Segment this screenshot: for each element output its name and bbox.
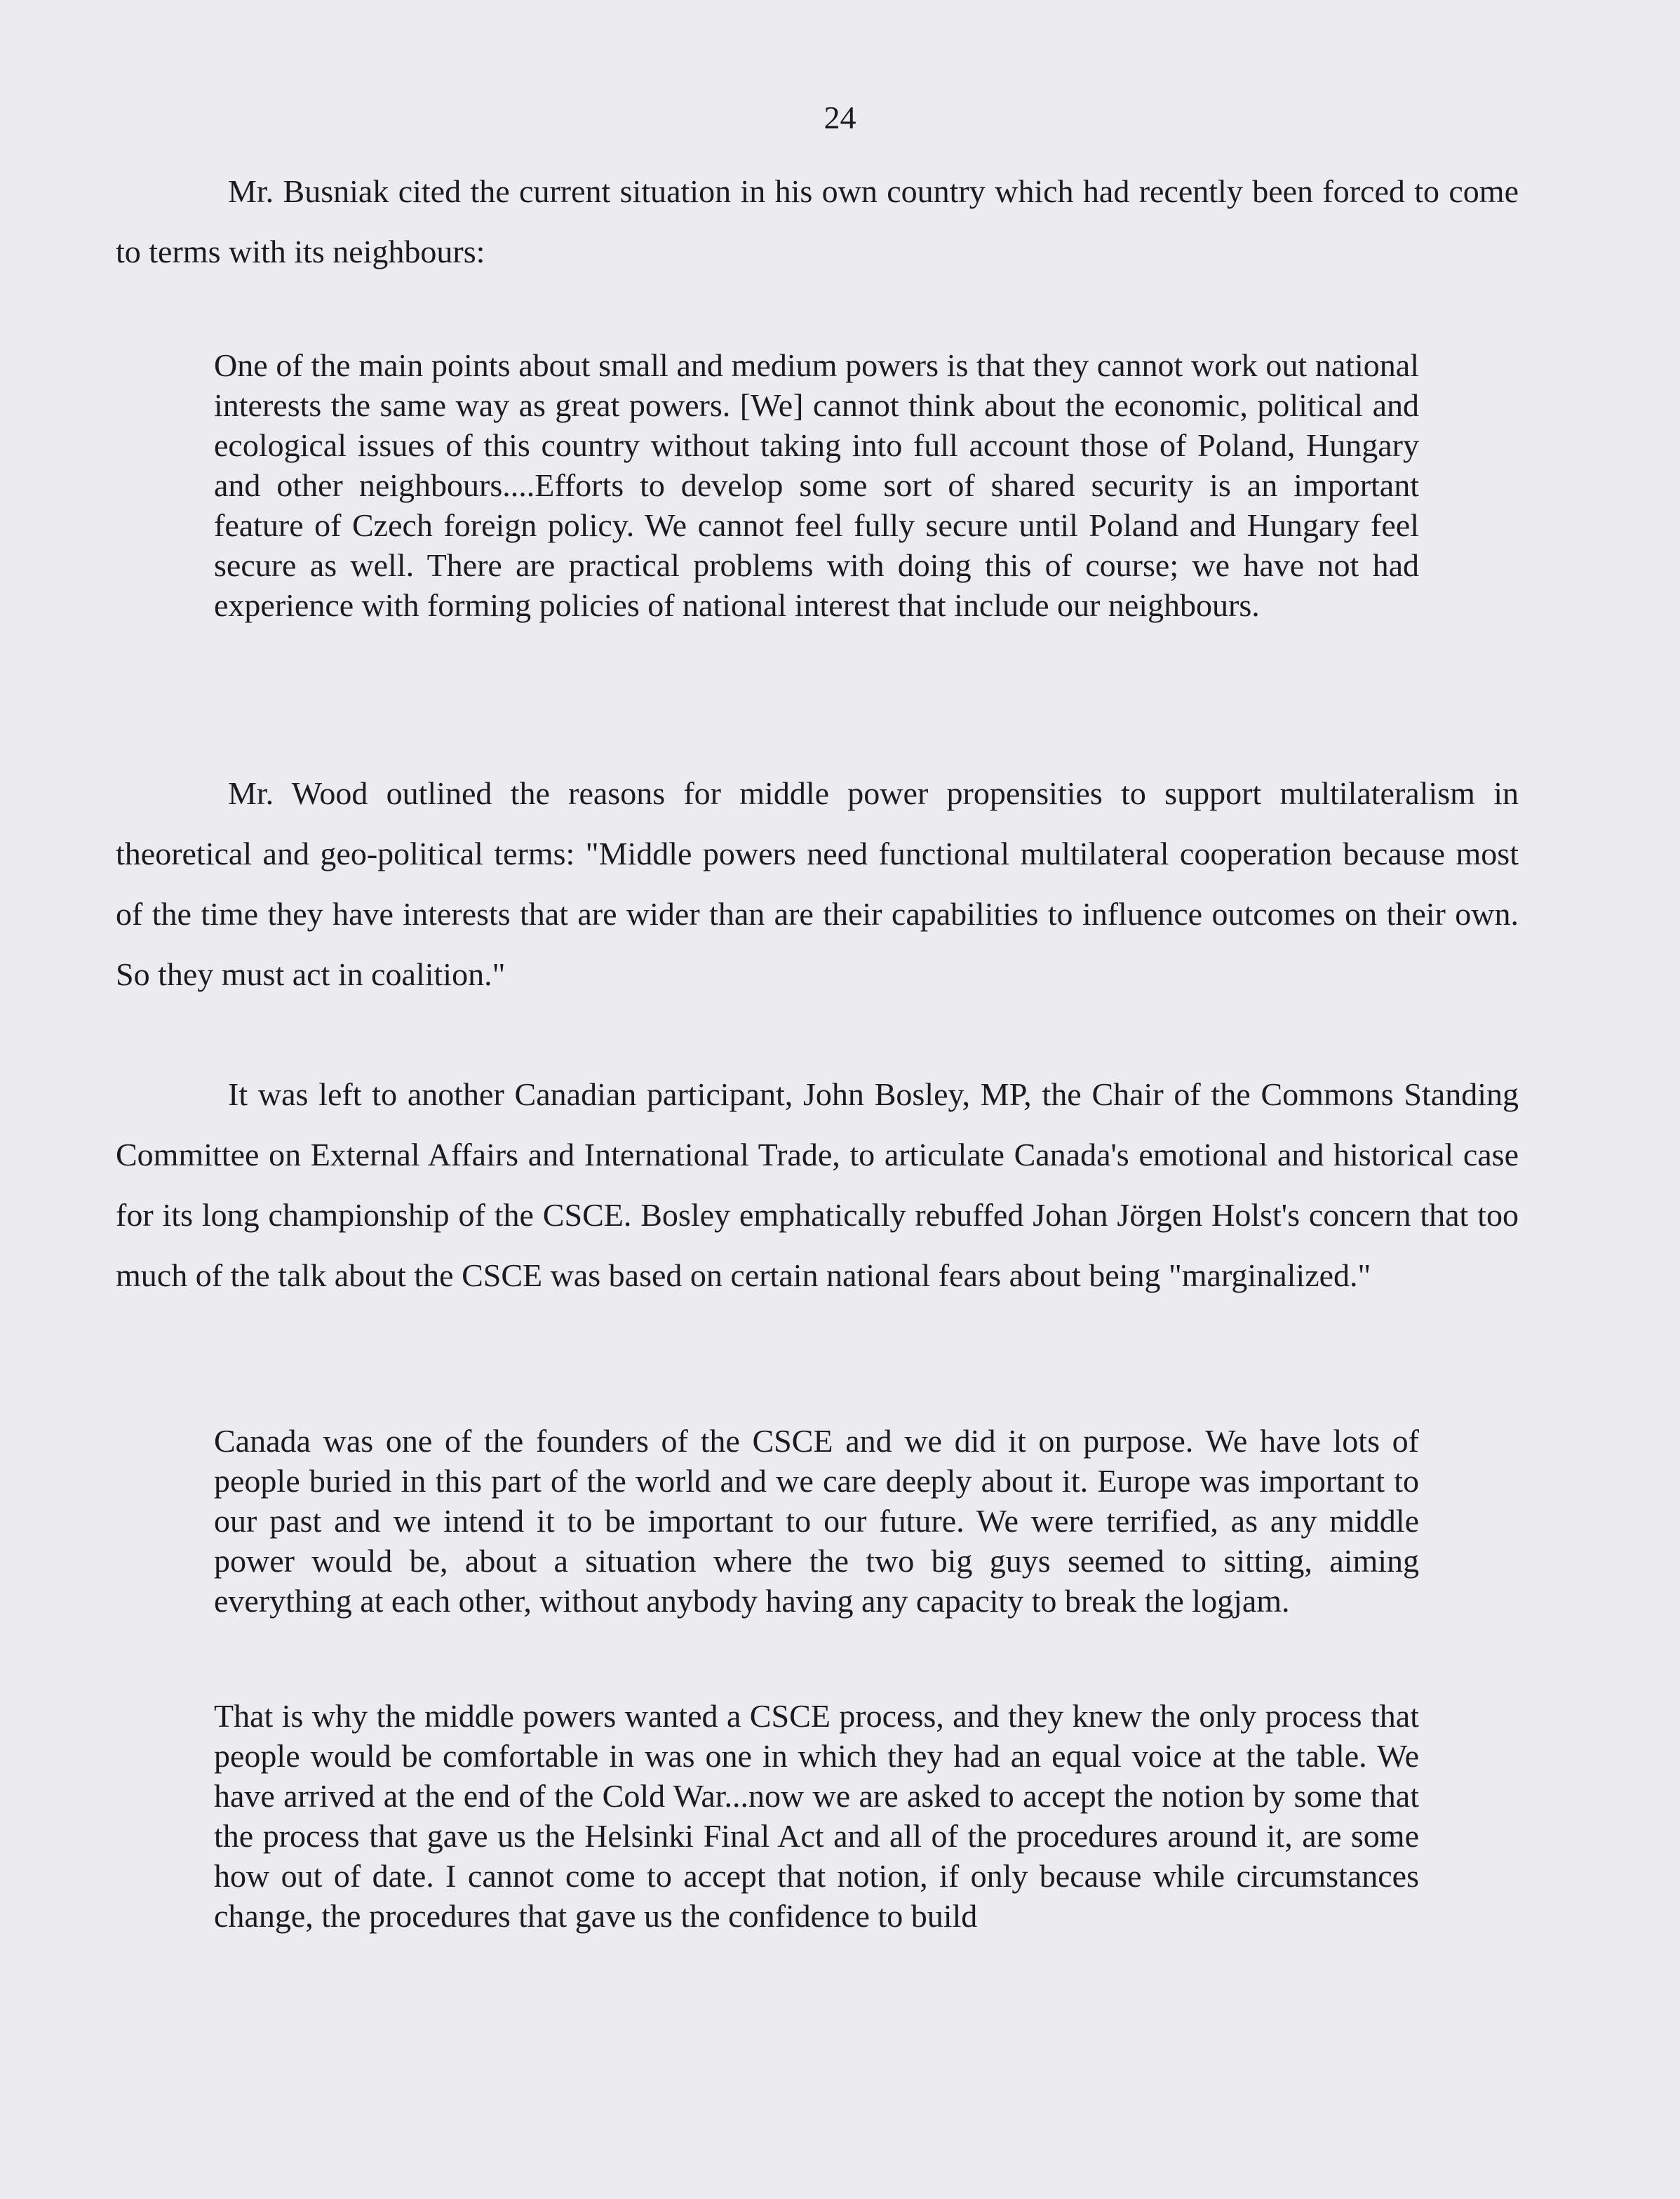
paragraph-busniak-intro: Mr. Busniak cited the current situation in his own country which had recently been forced to come to terms with its neighbours:: [116, 173, 1519, 269]
block-quote-bosley-2: That is why the middle powers wanted a CSCE process, and they knew the only process that people would be comfortable in was one in which they had an equal voice at the table. We have arrived at the end of the Cold War...now we are asked to accept the notion by some that the process that gave us the Helsinki Final Act and all of the procedures around it, are some how out of date. I cannot come to accept that notion, if only because while circumstances change, the procedures that gave us the confidence to build: [214, 1698, 1419, 1934]
paragraph-bosley: It was left to another Canadian participant, John Bosley, MP, the Chair of the Commons Standing Committee on External Affairs and International Trade, to articulate Canada's emotional and historical case for its long championship of the CSCE. Bosley emphatically rebuffed Johan Jörgen Holst's concern that too much of the talk about the CSCE was based on certain national fears about being "marginalized.": [116, 1076, 1519, 1293]
page-number: 24: [824, 100, 856, 135]
paragraph-wood: Mr. Wood outlined the reasons for middle power propensities to support multilateralism in theoretical and geo-political terms: "Middle powers need functional multilateral cooperation because most of the time they have interests that are wider than are their capabilities to influence outcomes on their own. So they must act in coalition.": [116, 775, 1519, 992]
block-quote-bosley-1: Canada was one of the founders of the CSCE and we did it on purpose. We have lots of people buried in this part of the world and we care deeply about it. Europe was important to our past and we intend it to be important to our future. We were terrified, as any middle power would be, about a situation where the two big guys seemed to sitting, aiming everything at each other, without anybody having any capacity to break the logjam.: [214, 1423, 1419, 1619]
block-quote-busniak: One of the main points about small and medium powers is that they cannot work out national interests the same way as great powers. [We] cannot think about the economic, political and ecological issues of this country without taking into full account those of Poland, Hungary and other neighbours....Efforts to develop some sort of shared security is an important feature of Czech foreign policy. We cannot feel fully secure until Poland and Hungary feel secure as well. There are practical problems with doing this of course; we have not had experience with forming policies of national interest that include our neighbours.: [214, 347, 1419, 623]
